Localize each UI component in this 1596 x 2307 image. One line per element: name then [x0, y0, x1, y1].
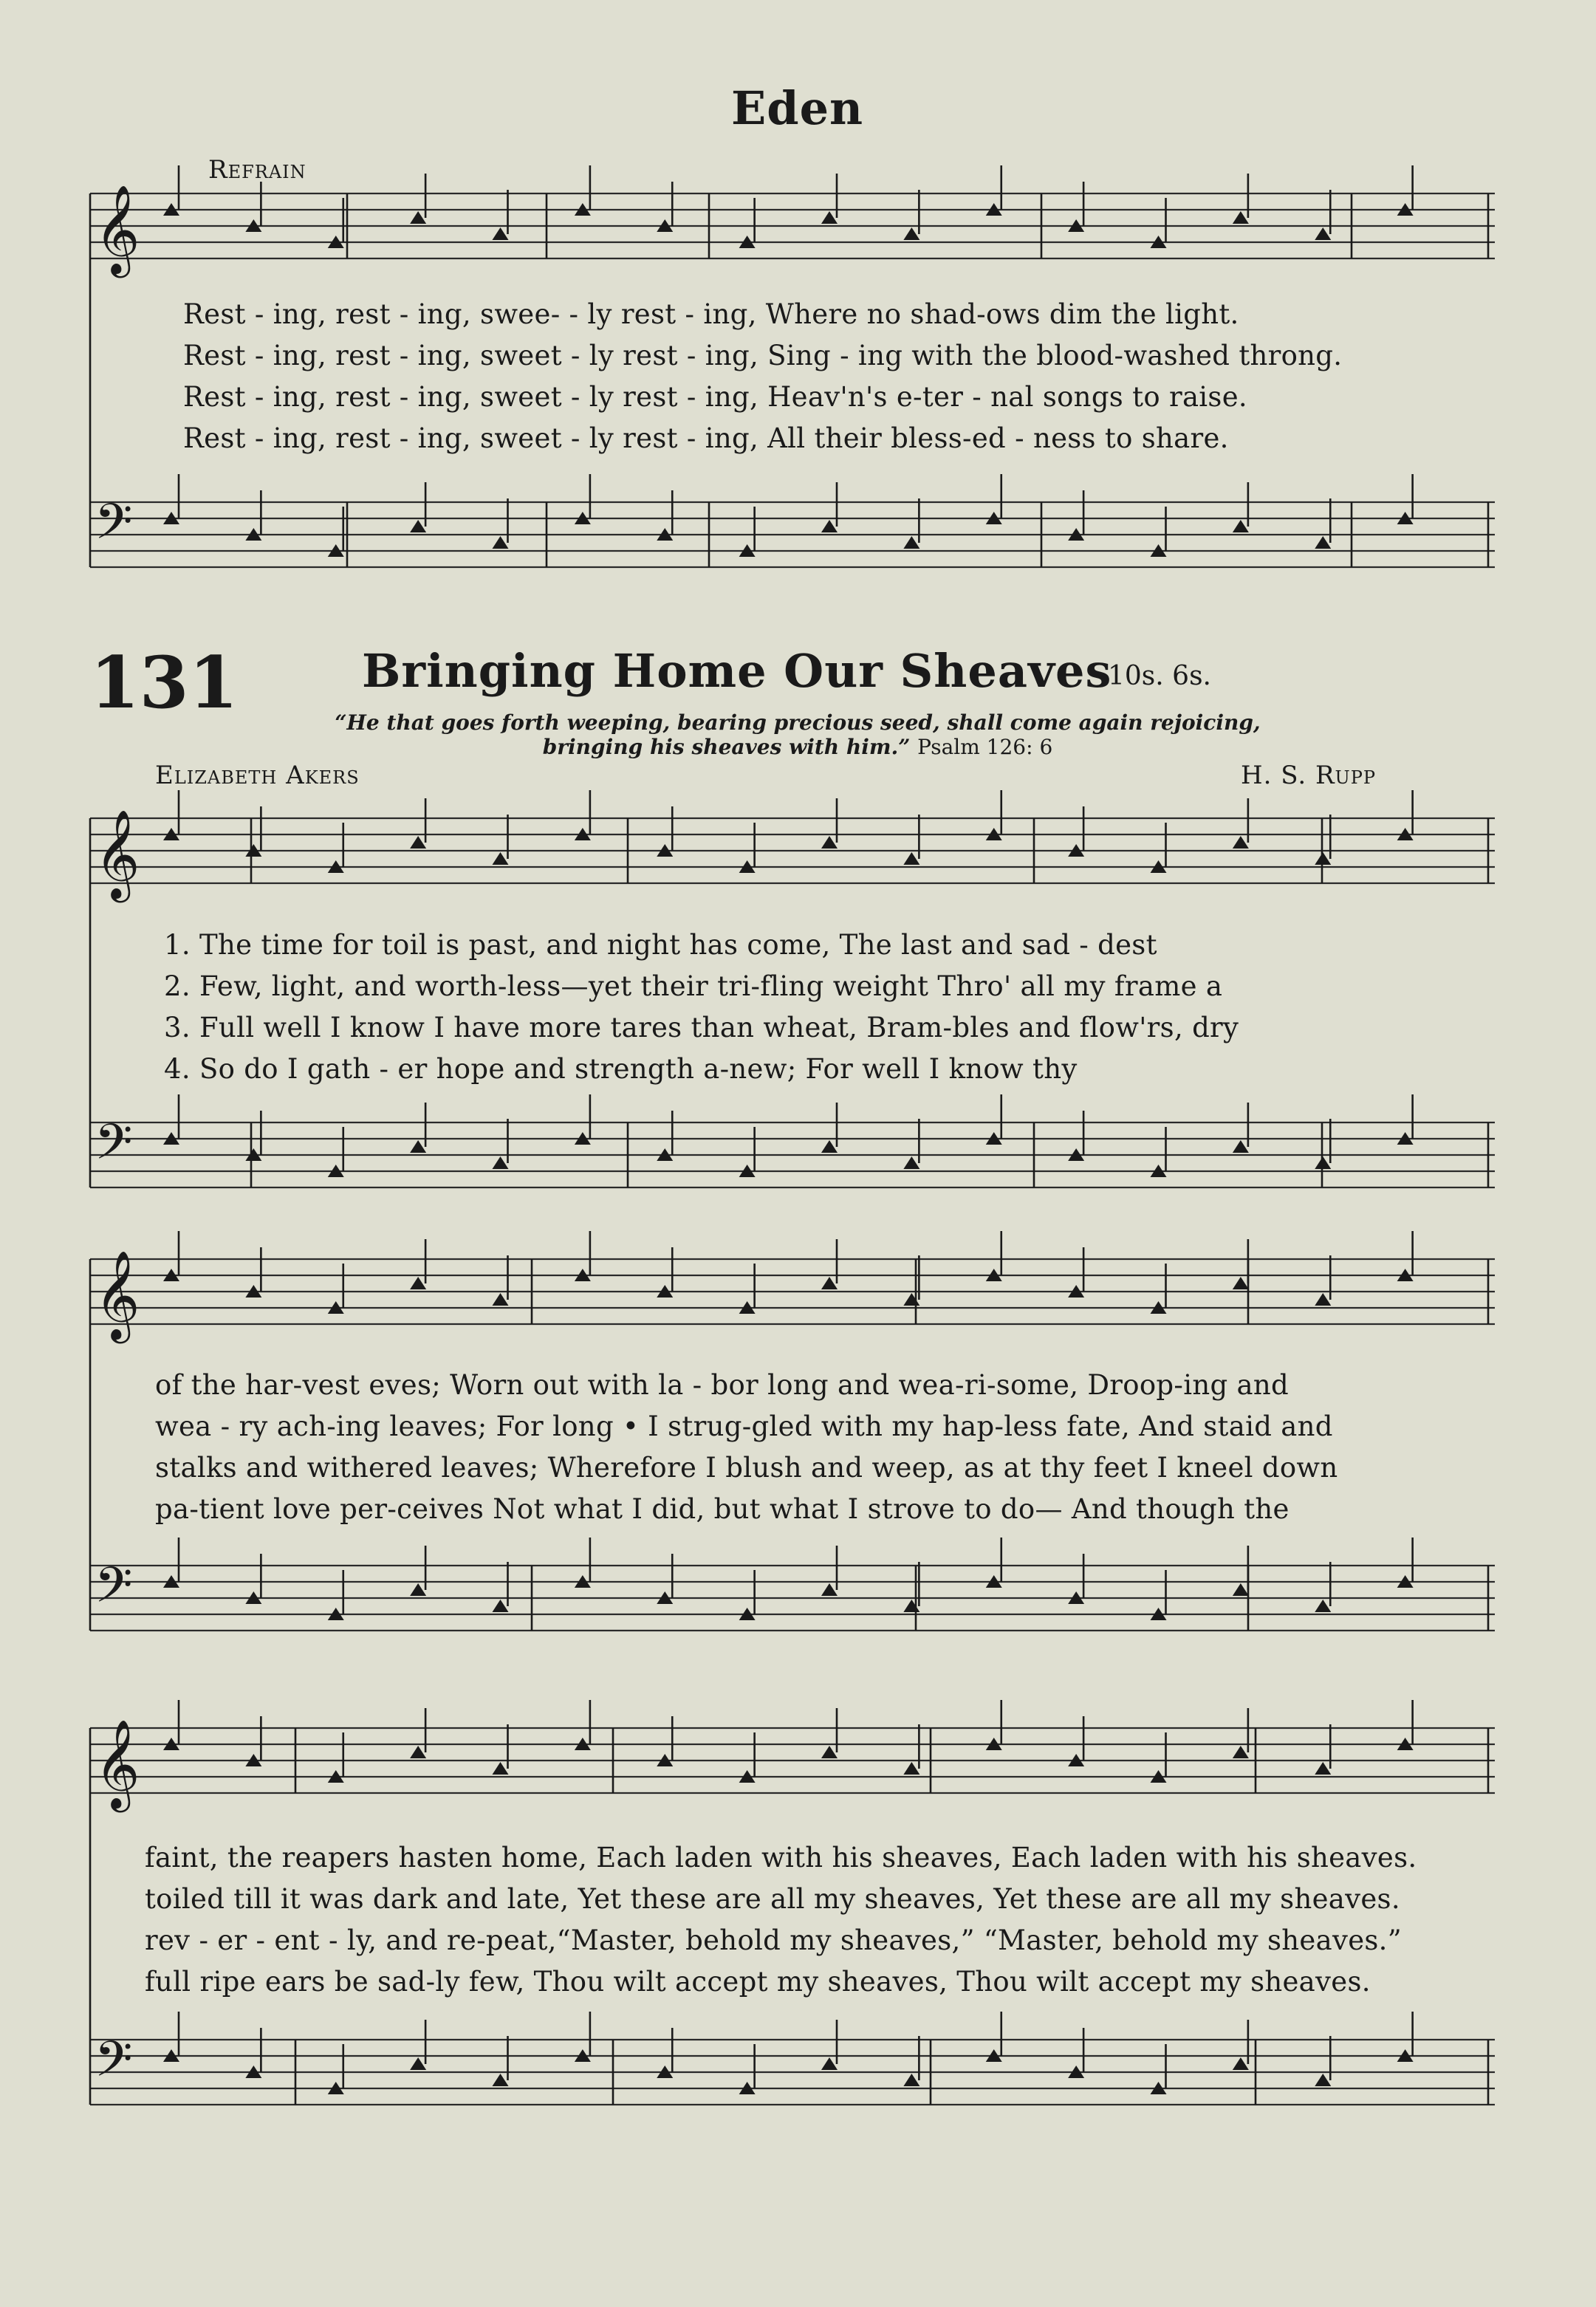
composer: H. S. Rupp	[1241, 761, 1377, 790]
tune-verse-4: Rest - ing, rest - ing, sweet - ly rest - ing, All their bless-ed - ness to share.	[183, 422, 1229, 454]
bass-1-note	[1315, 1156, 1331, 1169]
bass-2-note	[493, 1600, 509, 1612]
bass-3-note	[493, 2074, 509, 2086]
hymn-meter: 10s. 6s.	[1108, 661, 1211, 691]
system3-verse-3: rev - er - ent - ly, and re-peat,“Master, behold my sheaves,” “Master, behold my sheaves.”	[145, 1924, 1402, 1956]
bass-1-note	[1233, 1140, 1249, 1153]
system1-verse-4: 4. So do I gath - er hope and strength a-new; For well I know thy	[164, 1053, 1078, 1085]
treble-0-note	[903, 227, 919, 240]
treble-1-note	[821, 836, 838, 849]
treble-1-note	[1233, 836, 1249, 849]
treble-2-note	[903, 1293, 919, 1306]
bass-1-note	[410, 1140, 426, 1153]
author: Elizabeth Akers	[155, 761, 360, 790]
treble-1-note	[493, 852, 509, 865]
treble-1-note	[1315, 852, 1331, 865]
bass-clef-icon: 𝄢	[95, 1557, 133, 1625]
bass-0-note	[493, 536, 509, 549]
bass-1-note	[493, 1156, 509, 1169]
treble-1-note	[410, 836, 426, 849]
tune-verse-3: Rest - ing, rest - ing, sweet - ly rest - ing, Heav'n's e-ter - nal songs to raise.	[183, 381, 1247, 413]
hymn-title: Bringing Home Our Sheaves	[362, 644, 1112, 698]
treble-2-note	[493, 1293, 509, 1306]
tune-verse-1: Rest - ing, rest - ing, swee‐ - ly rest - ing, Where no shad-ows dim the light.	[183, 298, 1239, 330]
system2-verse-2: wea - ry ach-ing leaves; For long • I strug-gled with my hap-less fate, And staid and	[155, 1410, 1333, 1442]
treble-clef-icon: 𝄞	[95, 809, 140, 899]
bass-0-note	[410, 520, 426, 532]
bass-3-note	[1233, 2057, 1249, 2070]
bass-3-note	[821, 2057, 838, 2070]
system2-verse-4: pa-tient love per-ceives Not what I did, but what I strove to do— And though the	[155, 1493, 1290, 1525]
epigraph-text: “He that goes forth weeping, bearing precious seed, shall come again rejoicing, bringing his sheaves with him.”	[335, 710, 1261, 759]
treble-3-note	[821, 1746, 838, 1758]
bass-1-note	[821, 1140, 838, 1153]
tune-title: Eden	[731, 81, 864, 135]
bass-2-note	[410, 1583, 426, 1596]
bass-2-note	[821, 1583, 838, 1596]
treble-0-note	[1315, 227, 1331, 240]
treble-0-note	[821, 211, 838, 224]
treble-2-note	[410, 1277, 426, 1289]
treble-0-note	[493, 227, 509, 240]
bass-2-note	[1315, 1600, 1331, 1612]
treble-2-note	[1233, 1277, 1249, 1289]
treble-3-note	[410, 1746, 426, 1758]
bass-clef-icon: 𝄢	[95, 1114, 133, 1182]
system1-verse-2: 2. Few, light, and worth-less—yet their tri-fling weight Thro' all my frame a	[164, 970, 1223, 1002]
treble-3-note	[903, 1762, 919, 1775]
treble-3-note	[1233, 1746, 1249, 1758]
system2-verse-1: of the har-vest eves; Worn out with la - bor long and wea-ri-some, Droop-ing and	[155, 1369, 1290, 1401]
bass-3-note	[903, 2074, 919, 2086]
bass-0-note	[903, 536, 919, 549]
treble-0-note	[1233, 211, 1249, 224]
bass-0-note	[821, 520, 838, 532]
bass-clef-icon: 𝄢	[95, 2031, 133, 2099]
system1-verse-3: 3. Full well I know I have more tares than wheat, Bram-bles and flow'rs, dry	[164, 1012, 1239, 1043]
system3-verse-2: toiled till it was dark and late, Yet these are all my sheaves, Yet these are all my sheaves.	[145, 1883, 1400, 1915]
treble-3-note	[493, 1762, 509, 1775]
treble-clef-icon: 𝄞	[95, 1718, 140, 1809]
bass-3-note	[410, 2057, 426, 2070]
treble-2-note	[1315, 1293, 1331, 1306]
system1-verse-1: 1. The time for toil is past, and night has come, The last and sad - dest	[164, 929, 1157, 961]
system3-verse-4: full ripe ears be sad-ly few, Thou wilt accept my sheaves, Thou wilt accept my sheaves.	[145, 1966, 1371, 1998]
bass-1-note	[903, 1156, 919, 1169]
treble-0-note	[410, 211, 426, 224]
treble-1-note	[903, 852, 919, 865]
bass-clef-icon: 𝄢	[95, 493, 133, 562]
treble-clef-icon: 𝄞	[95, 1250, 140, 1340]
bass-0-note	[1315, 536, 1331, 549]
bass-0-note	[1233, 520, 1249, 532]
treble-2-note	[821, 1277, 838, 1289]
system3-verse-1: faint, the reapers hasten home, Each laden with his sheaves, Each laden with his sheaves.	[145, 1842, 1417, 1874]
bass-2-note	[903, 1600, 919, 1612]
treble-3-note	[1315, 1762, 1331, 1775]
treble-clef-icon: 𝄞	[95, 184, 140, 274]
system2-verse-3: stalks and withered leaves; Wherefore I blush and weep, as at thy feet I kneel down	[155, 1452, 1338, 1484]
refrain-label: Refrain	[208, 155, 306, 185]
hymn-number: 131	[90, 641, 239, 724]
bass-3-note	[1315, 2074, 1331, 2086]
tune-verse-2: Rest - ing, rest - ing, sweet - ly rest - ing, Sing - ing with the blood-washed throng.	[183, 340, 1343, 371]
epigraph	[295, 710, 1300, 759]
epigraph-reference: Psalm 126: 6	[917, 735, 1053, 759]
bass-2-note	[1233, 1583, 1249, 1596]
